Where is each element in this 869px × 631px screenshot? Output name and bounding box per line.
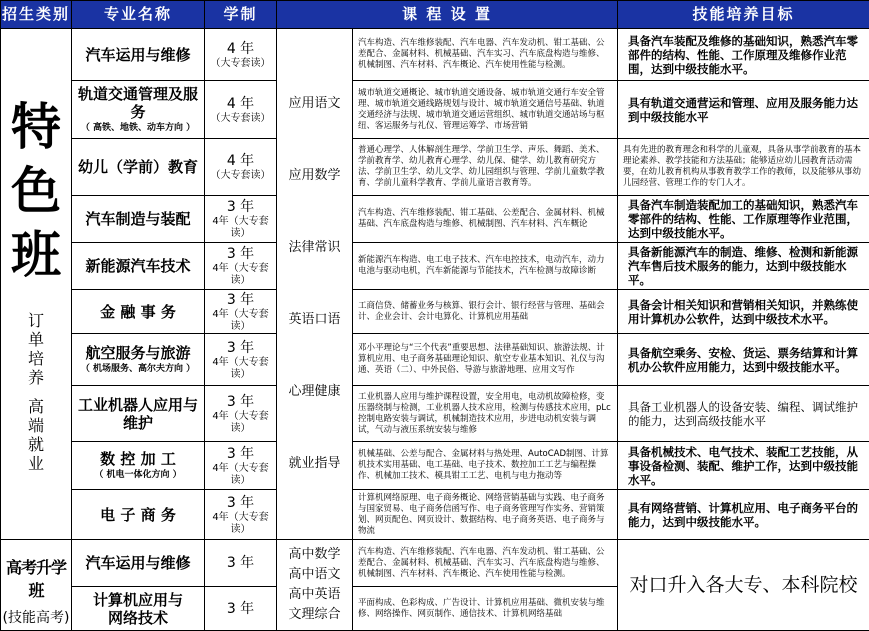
course-list: 机械基础、公差与配合、金属材料与热处理、AutoCAD制图、计算机技术实用基础、电工基础、电子技术、数控加工工艺与编程操作、机械加工技术、模具钳工工艺、电机与电力拖动等 [353, 442, 618, 490]
duration-cell: 3 年 [205, 587, 277, 631]
header-duration: 学制 [205, 1, 277, 29]
duration-cell: 3 年 [205, 540, 277, 587]
public-courses-2: 高中数学 高中语文 高中英语 文理综合 [277, 540, 353, 631]
course-list: 平面构成、色彩构成、广告设计、计算机应用基础、微机安装与维修、网络操作、网页制作、通信技术、计算机网络基础 [353, 587, 618, 631]
header-courses: 课 程 设 置 [277, 1, 618, 29]
duration-cell: 3 年 4年（大专套读） [205, 243, 277, 290]
table-row [1, 490, 869, 540]
category-note-order: 订单培养 [27, 311, 45, 387]
major-name: 轨道交通管理及服务 （ 高铁、地铁、动车方向 ） [72, 81, 205, 139]
table-row [1, 334, 869, 386]
skill-target: 具有轨道交通营运和管理、应用及服务能力达到中级技能水平 [618, 81, 869, 139]
major-name: 工业机器人应用与维护 [72, 386, 205, 442]
table-row [1, 243, 869, 290]
major-name: 幼儿（学前）教育 [72, 139, 205, 196]
public-courses-1: 应用语文 应用数学 法律常识 英语口语 心理健康 就业指导 [277, 29, 353, 540]
header-skills: 技能培养目标 [618, 1, 869, 29]
skill-target: 具有网络营销、计算机应用、电子商务平台的能力，达到中级技能水平。 [618, 490, 869, 540]
header-category: 招生类别 [1, 1, 72, 29]
skill-target-exam: 对口升入各大专、本科院校 [618, 540, 869, 631]
category-title-char: 班 [1, 223, 71, 287]
major-name: 数 控 加 工 （ 机电一体化方向 ） [72, 442, 205, 490]
skill-target: 具备航空乘务、安检、货运、票务结算和计算机办公软件应用能力，达到中级技能水平。 [618, 334, 869, 386]
skill-target: 具备汽车制造装配加工的基础知识，熟悉汽车零部件的结构、性能、工作原理等作业范围，达到中级技能水平。 [618, 196, 869, 243]
course-list: 计算机网络原理、电子商务概论、网络营销基础与实践、电子商务与国家贸易、电子商务信函写作、电子商务管理写作实务、营销策划、网页配色、网页设计、数据结构、电子商务英语、电子商务与物流 [353, 490, 618, 540]
course-list: 新能源汽车构造、电工电子技术、汽车电控技术，电动汽车，动力电池与驱动电机，汽车新能源与节能技术，汽车检测与故障诊断 [353, 243, 618, 290]
header-major: 专业名称 [72, 1, 205, 29]
table-row [1, 290, 869, 334]
course-list: 邓小平理论与“三个代表”重要思想、法律基础知识、旅游法规、计算机应用、电子商务基础理论知识、航空专业基本知识、礼仪与沟通、英语（二）、中外民俗、导游与旅游地理、应用文写作 [353, 334, 618, 386]
duration-cell: 4 年 （大专套读） [205, 139, 277, 196]
duration-cell: 4 年 （大专套读） [205, 81, 277, 139]
course-list: 汽车构造、汽车维修装配、钳工基础、公差配合、金属材料、机械基础、汽车底盘构造与维修、机械制图、汽车材料、汽车概论 [353, 196, 618, 243]
table-row [1, 386, 869, 442]
table-row [1, 29, 869, 81]
table-row [1, 139, 869, 196]
header-row [1, 1, 869, 29]
major-name: 计算机应用与网络技术 [72, 587, 205, 631]
course-list: 城市轨道交通概论、城市轨道交通设备、城市轨道交通行车安全管理、城市轨道交通线路规划与设计、城市轨道交通信号基础、轨道交通经济与法规、城市轨道交通运营组织、城市轨道交通站场与枢纽、客运服务与礼仪、管理运筹学、市场营销 [353, 81, 618, 139]
major-name: 金 融 事 务 [72, 290, 205, 334]
course-list: 工业机器人应用与维护课程设置，安全用电，电动机故障检修，变压器绕制与检测，工业机器人技术应用，检测与传感技术应用，pLc控制电路安装与调试，机械制造技术应用，步进电动机安装与调试，气动与液压系统安装与维修 [353, 386, 618, 442]
major-name: 新能源汽车技术 [72, 243, 205, 290]
duration-cell: 3 年 4年（大专套读） [205, 196, 277, 243]
course-list: 工商信贷、储蓄业务与核算、银行会计、银行经营与管理、基础会计、企业会计、会计电算化、计算机应用基础 [353, 290, 618, 334]
skill-target: 具备机械技术、电气技术、装配工艺技能，从事设备检测、装配、维护工作，达到中级技能水平。 [618, 442, 869, 490]
table-row [1, 196, 869, 243]
table-row [1, 81, 869, 139]
skill-target: 具备会计相关知识和营销相关知识，并熟练使用计算机办公软件，达到中级技术水平。 [618, 290, 869, 334]
skill-target: 具备工业机器人的设备安装、编程、调试维护的能力，达到高级技能水平 [618, 386, 869, 442]
major-name: 汽车运用与维修 [72, 540, 205, 587]
duration-cell: 3 年 4年（大专套读） [205, 490, 277, 540]
skill-target: 具有先进的教育理念和科学的儿童观，具备从事学前教育的基本理论素养、教学技能和方法基础；能够适应幼儿园教育活动需要，在幼儿教育机构从事教育教学工作的教师，以及能够从事幼儿园经营、管理工作的专门人才。 [618, 139, 869, 196]
duration-cell: 3 年 4年（大专套读） [205, 334, 277, 386]
table-row [1, 540, 869, 587]
duration-cell: 3 年 4年（大专套读） [205, 442, 277, 490]
major-name: 汽车运用与维修 [72, 29, 205, 81]
course-list: 普通心理学、人体解剖生理学、学前卫生学、声乐、舞蹈、美术、学前教育学、幼儿教育心理学、幼儿保、健学、幼儿教育研究方法、学前卫生学、幼儿文学、幼儿园组织与管理、学前儿童数学教育、学前儿童科学教育、学前儿童语言教育等。 [353, 139, 618, 196]
category-title-char: 特 [1, 95, 71, 159]
table-row [1, 442, 869, 490]
category-title-char: 色 [1, 159, 71, 223]
skill-target: 具备汽车装配及维修的基础知识，熟悉汽车零部件的结构、性能、工作原理及维修作业范围，达到中级技能水平。 [618, 29, 869, 81]
category-note-employment: 高端就业 [27, 397, 45, 473]
major-name: 电 子 商 务 [72, 490, 205, 540]
course-list: 汽车构造、汽车维修装配、汽车电器、汽车发动机、钳工基础、公差配合、金属材料、机械基础、汽车实习、汽车底盘构造与维修、机械制图、汽车材料、汽车概论、汽车使用性能与检测。 [353, 29, 618, 81]
major-name: 汽车制造与装配 [72, 196, 205, 243]
category-special-class [1, 29, 72, 540]
duration-cell: 3 年 4年（大专套读） [205, 386, 277, 442]
major-name: 航空服务与旅游 （ 机场服务、高尔夫方向 ） [72, 334, 205, 386]
duration-cell: 4 年 （大专套读） [205, 29, 277, 81]
category-exam-class: 高考升学班 (技能高考) [1, 540, 72, 631]
course-list: 汽车构造、汽车维修装配、汽车电器、汽车发动机、钳工基础、公差配合、金属材料、机械基础、汽车实习、汽车底盘构造与维修、机械制图、汽车材料、汽车概论、汽车使用性能与检测。 [353, 540, 618, 587]
duration-cell: 3 年 4年（大专套读） [205, 290, 277, 334]
skill-target: 具备新能源汽车的制造、维修、检测和新能源汽车售后技术服务的能力，达到中级技能水平。 [618, 243, 869, 290]
